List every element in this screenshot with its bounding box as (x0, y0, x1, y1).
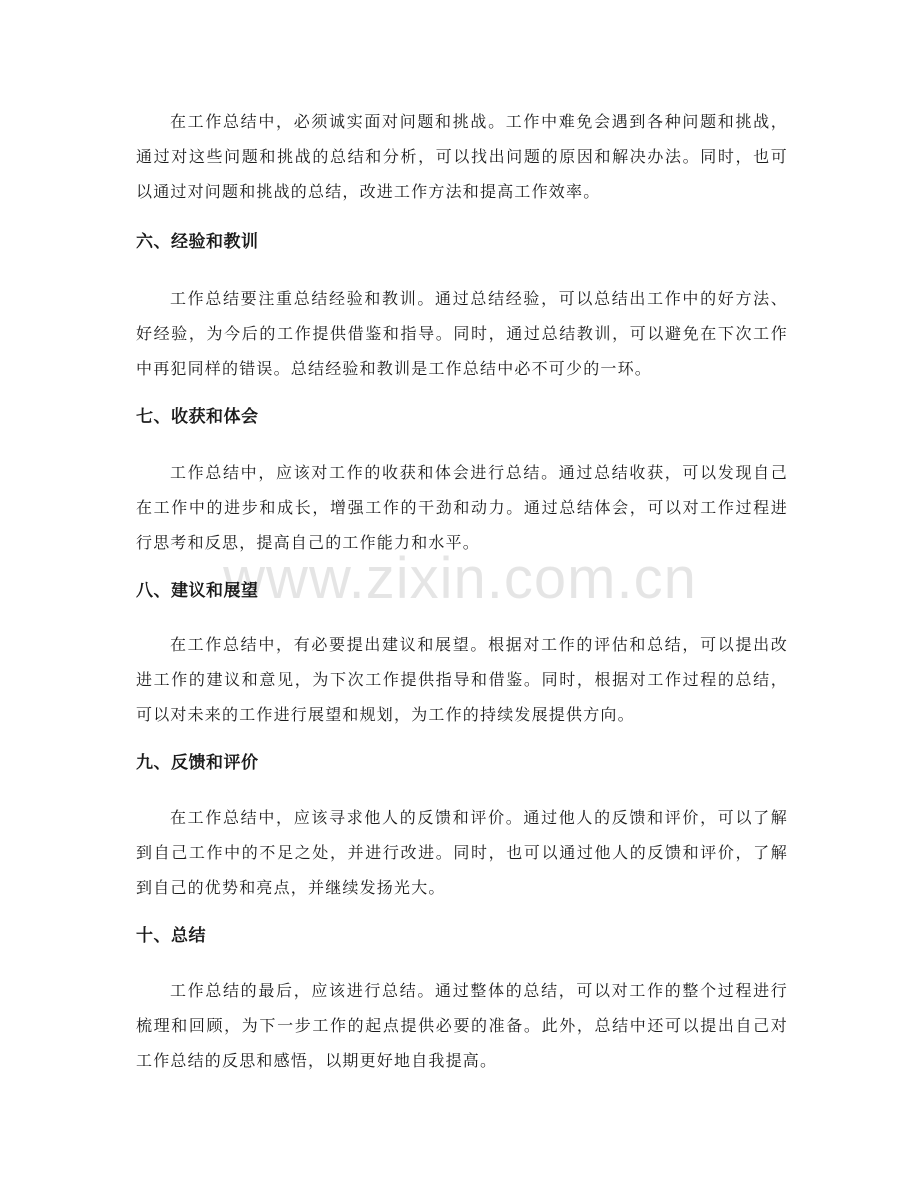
section-10-body: 工作总结的最后，应该进行总结。通过整体的总结，可以对工作的整个过程进行梳理和回顾，为下一步工作的起点提供必要的准备。此外，总结中还可以提出自己对工作总结的反思和感悟，以期更好地自我提高。 (136, 981, 788, 1070)
section-9-heading: 九、反馈和评价 (136, 753, 259, 773)
watermark: www.zixin.com.cn (223, 546, 697, 611)
section-6-body: 工作总结要注重总结经验和教训。通过总结经验，可以总结出工作中的好方法、好经验，为今后的工作提供借鉴和指导。同时，通过总结教训，可以避免在下次工作中再犯同样的错误。总结经验和教训是工作总结中必不可少的一环。 (136, 289, 788, 378)
section-7-body: 工作总结中，应该对工作的收获和体会进行总结。通过总结收获，可以发现自己在工作中的进步和成长，增强工作的干劲和动力。通过总结体会，可以对工作过程进行思考和反思，提高自己的工作能力和水平。 (136, 463, 788, 552)
section-8-body: 在工作总结中，有必要提出建议和展望。根据对工作的评估和总结，可以提出改进工作的建议和意见，为下次工作提供指导和借鉴。同时，根据对工作过程的总结，可以对未来的工作进行展望和规划，为工作的持续发展提供方向。 (136, 635, 788, 724)
section-5-body: 在工作总结中，必须诚实面对问题和挑战。工作中难免会遇到各种问题和挑战，通过对这些问题和挑战的总结和分析，可以找出问题的原因和解决办法。同时，也可以通过对问题和挑战的总结，改进工作方法和提高工作效率。 (136, 112, 788, 201)
section-10-heading: 十、总结 (136, 926, 206, 946)
section-7-heading: 七、收获和体会 (136, 407, 259, 427)
section-6-heading: 六、经验和教训 (136, 232, 259, 252)
section-9-body: 在工作总结中，应该寻求他人的反馈和评价。通过他人的反馈和评价，可以了解到自己工作中的不足之处，并进行改进。同时，也可以通过他人的反馈和评价，了解到自己的优势和亮点，并继续发扬光大。 (136, 808, 788, 897)
section-8-heading: 八、建议和展望 (136, 581, 259, 601)
